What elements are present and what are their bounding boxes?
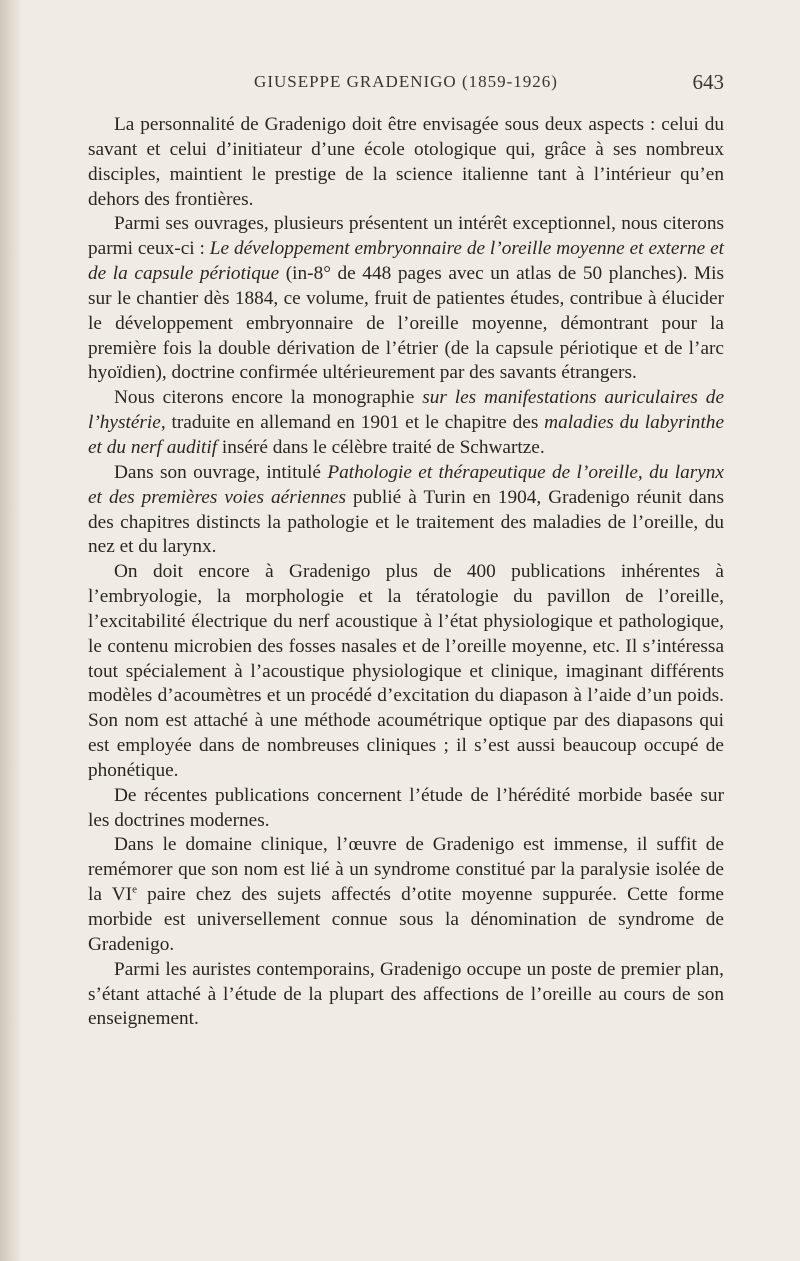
paragraph-3-chapter-title: maladies du labyrinthe et du nerf auditif xyxy=(88,412,725,458)
paragraph-2-text-1: Parmi ses ouvrages, plusieurs présentent un intérêt exceptionnel, nous citerons parmi ceux-ci : xyxy=(88,213,724,260)
paragraph-3-text-2: , traduite en allemand en 1901 et le chapitre des xyxy=(160,412,545,434)
paragraph-4-text-1: Dans son ouvrage, intitulé xyxy=(114,461,328,483)
paragraph-3 xyxy=(88,386,724,461)
paragraph-4 xyxy=(88,461,724,560)
paragraph-3-text-1: Nous citerons encore la monographie xyxy=(114,387,423,409)
paragraph-5: On doit encore à Gradenigo plus de 400 publications inhérentes à l’embryologie, la morphologie et la tératologie du pavillon de l’oreille, l’excitabilité électrique du nerf acoustique à l’état physiologique et pathologique, le contenu microbien des fosses nasales et de l’oreille moyenne, etc. Il s’intéressa tout spécialement à l’acoustique physiologique et clinique, imaginant différents modèles d’acoumètres et un procédé d’excitation du diapason à l’aide d’un poids. Son nom est attaché à une méthode acoumétrique optique par des diapasons qui est employée dans de nombreuses cliniques ; il s’est aussi beaucoup occupé de phonétique. xyxy=(88,561,724,781)
page-number: 643 xyxy=(692,70,724,94)
paragraph-7-text-1: Dans le domaine clinique, l’œuvre de Gradenigo est immense, il suffit de remémorer que son nom est lié à un syndrome constitué par la paralysie isolée de la VI xyxy=(88,834,724,906)
paragraph-2 xyxy=(88,212,724,386)
running-title: GIUSEPPE GRADENIGO (1859-1926) xyxy=(254,72,558,91)
running-head xyxy=(88,68,724,96)
paragraph-7 xyxy=(88,833,724,957)
paragraph-7-superscript: e xyxy=(132,883,137,896)
paragraph-3-monograph-title: sur les manifestations auriculaires de l’hystérie xyxy=(88,387,724,434)
paragraph-1: La personnalité de Gradenigo doit être envisagée sous deux aspects : celui du savant et celui d’initiateur d’une école otologique qui, grâce à ses nombreux disciples, maintient le prestige de la science italienne tant à l’intérieur qu’en dehors des frontières. xyxy=(88,114,724,210)
paragraph-4-book-title: Pathologie et thérapeutique de l’oreille, du larynx et des premières voies aériennes xyxy=(88,461,724,508)
paragraph-2-text-2: (in-8° de 448 pages avec un atlas de 50 planches). Mis sur le chantier dès 1884, ce volume, fruit de patientes études, contribue à élucider le développement embryonnaire de l’oreille moyenne, démontrant pour la première fois la double dérivation de l’étrier (de la capsule périotique et de l’arc hyoïdien), doctrine confirmée ultérieurement par des savants étrangers. xyxy=(88,263,724,384)
paragraph-2-book-title: Le développement embryonnaire de l’oreille moyenne et externe et de la capsule périotique xyxy=(88,238,724,285)
paragraph-8: Parmi les auristes contemporains, Gradenigo occupe un poste de premier plan, s’étant attaché à l’étude de la plupart des affections de l’oreille au cours de son enseignement. xyxy=(88,958,724,1030)
paragraph-7-text-2: paire chez des sujets affectés d’otite moyenne suppurée. Cette forme morbide est universellement connue sous la dénomination de syndrome de Gradenigo. xyxy=(88,884,724,955)
paragraph-3-text-3: inséré dans le célèbre traité de Schwartze. xyxy=(217,436,545,458)
body-text xyxy=(88,113,724,1032)
paragraph-6: De récentes publications concernent l’étude de l’hérédité morbide basée sur les doctrines modernes. xyxy=(88,784,724,831)
paragraph-4-text-2: publié à Turin en 1904, Gradenigo réunit dans des chapitres distincts la pathologie et le traitement des maladies de l’oreille, du nez et du larynx. xyxy=(88,486,724,558)
